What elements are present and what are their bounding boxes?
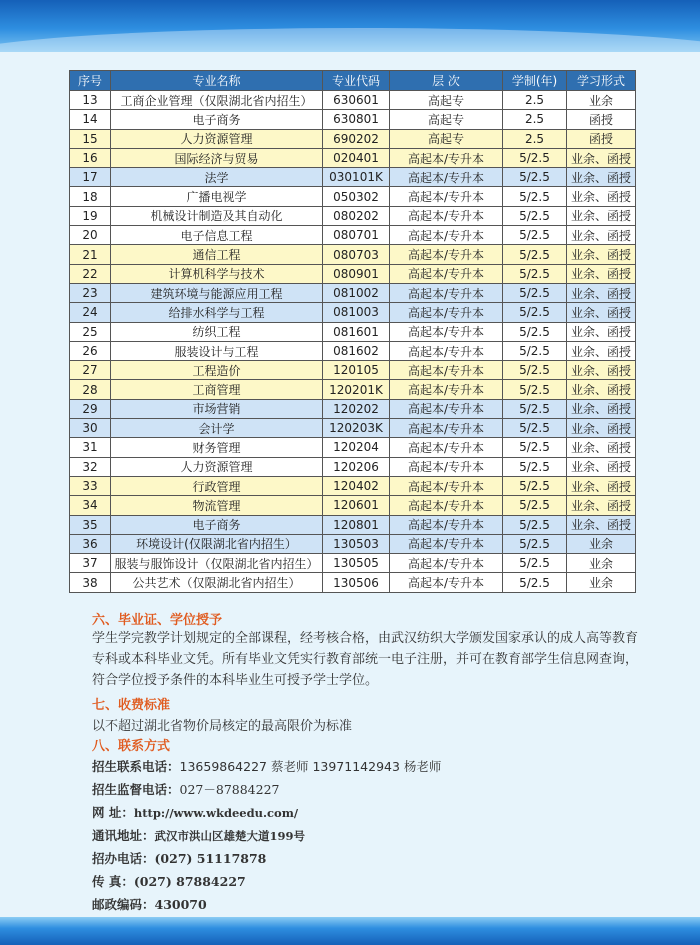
table-header-row	[70, 71, 636, 91]
table-cell-name: 建筑环境与能源应用工程	[111, 283, 323, 302]
table-cell-no: 14	[70, 110, 111, 129]
table-cell-code: 080701	[323, 226, 390, 245]
header-cell: 层 次	[390, 71, 503, 91]
table-cell-years: 2.5	[503, 91, 567, 110]
table-cell-code: 130503	[323, 534, 390, 553]
table-row	[70, 554, 636, 573]
table-cell-name: 法学	[111, 168, 323, 187]
table-cell-mode: 业余、函授	[567, 148, 636, 167]
table-cell-name: 通信工程	[111, 245, 323, 264]
table-cell-years: 5/2.5	[503, 399, 567, 418]
table-cell-level: 高起本/专升本	[390, 264, 503, 283]
table-cell-name: 服装设计与工程	[111, 341, 323, 360]
table-cell-years: 5/2.5	[503, 554, 567, 573]
table-cell-mode: 业余、函授	[567, 399, 636, 418]
table-row	[70, 110, 636, 129]
table-cell-name: 工程造价	[111, 361, 323, 380]
majors-table-container	[69, 70, 635, 593]
table-row	[70, 168, 636, 187]
table-row	[70, 264, 636, 283]
table-cell-code: 120601	[323, 496, 390, 515]
table-cell-years: 2.5	[503, 129, 567, 148]
table-cell-years: 5/2.5	[503, 457, 567, 476]
table-cell-code: 020401	[323, 148, 390, 167]
table-row	[70, 187, 636, 206]
table-cell-years: 5/2.5	[503, 206, 567, 225]
table-cell-mode: 业余、函授	[567, 245, 636, 264]
majors-table	[69, 70, 636, 593]
table-row	[70, 226, 636, 245]
contact-row	[92, 870, 652, 893]
table-cell-mode: 函授	[567, 129, 636, 148]
table-cell-mode: 业余、函授	[567, 168, 636, 187]
contact-label: 网 址：	[92, 805, 134, 820]
table-cell-no: 21	[70, 245, 111, 264]
contact-label: 邮政编码：	[92, 897, 155, 912]
table-cell-name: 公共艺术（仅限湖北省内招生）	[111, 573, 323, 592]
table-cell-mode: 业余、函授	[567, 283, 636, 302]
table-row	[70, 438, 636, 457]
table-cell-years: 5/2.5	[503, 245, 567, 264]
table-row	[70, 129, 636, 148]
table-row	[70, 534, 636, 553]
table-cell-no: 18	[70, 187, 111, 206]
table-cell-code: 120201K	[323, 380, 390, 399]
table-cell-mode: 业余、函授	[567, 264, 636, 283]
table-cell-code: 050302	[323, 187, 390, 206]
table-cell-mode: 业余、函授	[567, 303, 636, 322]
contact-row	[92, 847, 652, 870]
header-cell: 专业名称	[111, 71, 323, 91]
table-cell-mode: 业余、函授	[567, 341, 636, 360]
table-cell-no: 28	[70, 380, 111, 399]
table-cell-mode: 函授	[567, 110, 636, 129]
contact-section	[92, 735, 652, 754]
table-cell-no: 31	[70, 438, 111, 457]
table-cell-mode: 业余、函授	[567, 476, 636, 495]
table-cell-level: 高起本/专升本	[390, 245, 503, 264]
table-cell-no: 38	[70, 573, 111, 592]
table-cell-name: 行政管理	[111, 476, 323, 495]
contact-label: 招生监督电话：	[92, 782, 180, 797]
table-cell-mode: 业余、函授	[567, 515, 636, 534]
table-cell-years: 2.5	[503, 110, 567, 129]
table-cell-mode: 业余、函授	[567, 380, 636, 399]
section-title: 七、收费标准	[92, 698, 171, 713]
table-cell-name: 会计学	[111, 419, 323, 438]
table-row	[70, 457, 636, 476]
table-cell-code: 120202	[323, 399, 390, 418]
table-cell-no: 23	[70, 283, 111, 302]
table-cell-years: 5/2.5	[503, 361, 567, 380]
table-cell-code: 081002	[323, 283, 390, 302]
table-cell-no: 16	[70, 148, 111, 167]
table-cell-level: 高起本/专升本	[390, 361, 503, 380]
section-title: 八、联系方式	[92, 739, 171, 754]
table-cell-level: 高起本/专升本	[390, 419, 503, 438]
table-cell-level: 高起本/专升本	[390, 438, 503, 457]
table-cell-code: 690202	[323, 129, 390, 148]
table-cell-mode: 业余	[567, 554, 636, 573]
table-cell-years: 5/2.5	[503, 341, 567, 360]
contact-label: 通讯地址：	[92, 828, 155, 843]
table-cell-no: 30	[70, 419, 111, 438]
table-cell-years: 5/2.5	[503, 168, 567, 187]
table-cell-years: 5/2.5	[503, 380, 567, 399]
graduation-text: 学生学完教学计划规定的全部课程，经考核合格，由武汉纺织大学颁发国家承认的成人高等教育专科或本科毕业文凭。所有毕业文凭实行教育部统一电子注册，并可在教育部学生信息网查询，符合学位授予条件的本科毕业生可授予学士学位。	[92, 631, 639, 688]
contact-list	[92, 755, 652, 916]
table-cell-no: 24	[70, 303, 111, 322]
table-cell-level: 高起本/专升本	[390, 303, 503, 322]
table-cell-name: 人力资源管理	[111, 129, 323, 148]
table-cell-code: 120203K	[323, 419, 390, 438]
table-cell-name: 工商企业管理（仅限湖北省内招生）	[111, 91, 323, 110]
table-cell-name: 计算机科学与技术	[111, 264, 323, 283]
table-cell-no: 32	[70, 457, 111, 476]
table-cell-mode: 业余、函授	[567, 187, 636, 206]
table-cell-mode: 业余	[567, 573, 636, 592]
table-cell-level: 高起本/专升本	[390, 496, 503, 515]
website-link[interactable]: http://www.wkdeedu.com/	[133, 806, 299, 820]
table-cell-level: 高起本/专升本	[390, 554, 503, 573]
table-cell-name: 财务管理	[111, 438, 323, 457]
table-cell-name: 广播电视学	[111, 187, 323, 206]
table-row	[70, 322, 636, 341]
contact-value: (027) 87884227	[133, 874, 246, 889]
table-cell-no: 25	[70, 322, 111, 341]
table-cell-name: 纺织工程	[111, 322, 323, 341]
table-cell-no: 26	[70, 341, 111, 360]
table-row	[70, 245, 636, 264]
table-cell-years: 5/2.5	[503, 148, 567, 167]
table-cell-name: 机械设计制造及其自动化	[111, 206, 323, 225]
table-cell-code: 030101K	[323, 168, 390, 187]
table-cell-no: 34	[70, 496, 111, 515]
table-cell-level: 高起专	[390, 129, 503, 148]
table-cell-code: 630801	[323, 110, 390, 129]
table-cell-code: 080901	[323, 264, 390, 283]
table-cell-years: 5/2.5	[503, 264, 567, 283]
table-cell-level: 高起本/专升本	[390, 380, 503, 399]
table-cell-level: 高起本/专升本	[390, 476, 503, 495]
table-cell-code: 630601	[323, 91, 390, 110]
table-cell-years: 5/2.5	[503, 226, 567, 245]
contact-value: 武汉市洪山区雄楚大道199号	[154, 829, 306, 843]
table-body	[70, 91, 636, 593]
table-cell-mode: 业余、函授	[567, 496, 636, 515]
table-cell-level: 高起本/专升本	[390, 168, 503, 187]
table-cell-years: 5/2.5	[503, 438, 567, 457]
header-cell: 序号	[70, 71, 111, 91]
table-row	[70, 476, 636, 495]
table-cell-no: 17	[70, 168, 111, 187]
table-cell-mode: 业余、函授	[567, 226, 636, 245]
table-cell-name: 电子商务	[111, 110, 323, 129]
table-cell-name: 环境设计(仅限湖北省内招生）	[111, 534, 323, 553]
table-cell-name: 市场营销	[111, 399, 323, 418]
table-row	[70, 515, 636, 534]
table-cell-name: 给排水科学与工程	[111, 303, 323, 322]
table-cell-level: 高起本/专升本	[390, 534, 503, 553]
contact-row	[92, 755, 652, 778]
table-row	[70, 303, 636, 322]
table-cell-no: 15	[70, 129, 111, 148]
contact-row	[92, 778, 652, 801]
table-cell-level: 高起本/专升本	[390, 573, 503, 592]
table-cell-no: 22	[70, 264, 111, 283]
table-cell-mode: 业余	[567, 91, 636, 110]
table-cell-mode: 业余、函授	[567, 419, 636, 438]
table-row	[70, 91, 636, 110]
table-cell-years: 5/2.5	[503, 283, 567, 302]
table-cell-name: 电子信息工程	[111, 226, 323, 245]
table-cell-name: 工商管理	[111, 380, 323, 399]
table-row	[70, 419, 636, 438]
contact-value: 430070	[154, 897, 207, 912]
table-cell-years: 5/2.5	[503, 534, 567, 553]
table-cell-name: 国际经济与贸易	[111, 148, 323, 167]
table-row	[70, 496, 636, 515]
table-cell-no: 37	[70, 554, 111, 573]
contact-value: 13659864227 蔡老师 13971142943 杨老师	[179, 759, 442, 774]
table-cell-mode: 业余、函授	[567, 322, 636, 341]
table-cell-level: 高起本/专升本	[390, 226, 503, 245]
table-cell-code: 080202	[323, 206, 390, 225]
table-cell-level: 高起本/专升本	[390, 283, 503, 302]
table-cell-no: 35	[70, 515, 111, 534]
table-cell-name: 服装与服饰设计（仅限湖北省内招生）	[111, 554, 323, 573]
table-row	[70, 206, 636, 225]
table-cell-years: 5/2.5	[503, 322, 567, 341]
table-cell-code: 080703	[323, 245, 390, 264]
table-row	[70, 380, 636, 399]
table-cell-code: 081602	[323, 341, 390, 360]
table-cell-no: 36	[70, 534, 111, 553]
table-cell-years: 5/2.5	[503, 187, 567, 206]
table-cell-mode: 业余、函授	[567, 438, 636, 457]
table-row	[70, 148, 636, 167]
table-cell-code: 130506	[323, 573, 390, 592]
table-cell-level: 高起专	[390, 91, 503, 110]
header-cell: 专业代码	[323, 71, 390, 91]
table-row	[70, 283, 636, 302]
table-cell-code: 081601	[323, 322, 390, 341]
contact-label: 传 真：	[92, 874, 134, 889]
table-cell-no: 13	[70, 91, 111, 110]
contact-label: 招生联系电话：	[92, 759, 180, 774]
table-cell-no: 27	[70, 361, 111, 380]
contact-row	[92, 824, 652, 847]
table-cell-years: 5/2.5	[503, 419, 567, 438]
table-cell-no: 29	[70, 399, 111, 418]
table-cell-no: 20	[70, 226, 111, 245]
contact-value: (027) 51117878	[154, 851, 267, 866]
table-cell-years: 5/2.5	[503, 573, 567, 592]
table-cell-level: 高起本/专升本	[390, 148, 503, 167]
fee-text: 以不超过湖北省物价局核定的最高限价为标准	[92, 719, 353, 734]
table-cell-level: 高起本/专升本	[390, 341, 503, 360]
table-cell-code: 120105	[323, 361, 390, 380]
graduation-section	[92, 609, 652, 628]
table-cell-years: 5/2.5	[503, 476, 567, 495]
table-cell-code: 130505	[323, 554, 390, 573]
table-row	[70, 341, 636, 360]
table-cell-code: 120801	[323, 515, 390, 534]
table-cell-years: 5/2.5	[503, 303, 567, 322]
table-cell-name: 人力资源管理	[111, 457, 323, 476]
section-title: 六、毕业证、学位授予	[92, 613, 223, 628]
table-row	[70, 573, 636, 592]
table-cell-mode: 业余、函授	[567, 206, 636, 225]
table-cell-no: 33	[70, 476, 111, 495]
table-cell-code: 120204	[323, 438, 390, 457]
header-cell: 学制(年)	[503, 71, 567, 91]
table-cell-level: 高起本/专升本	[390, 187, 503, 206]
table-cell-years: 5/2.5	[503, 515, 567, 534]
table-cell-level: 高起本/专升本	[390, 206, 503, 225]
table-cell-mode: 业余、函授	[567, 457, 636, 476]
table-cell-level: 高起本/专升本	[390, 322, 503, 341]
table-cell-code: 120206	[323, 457, 390, 476]
table-cell-mode: 业余	[567, 534, 636, 553]
table-cell-level: 高起专	[390, 110, 503, 129]
table-row	[70, 361, 636, 380]
fee-section	[92, 694, 652, 737]
contact-label: 招办电话：	[92, 851, 155, 866]
table-cell-level: 高起本/专升本	[390, 457, 503, 476]
table-cell-code: 120402	[323, 476, 390, 495]
table-cell-name: 电子商务	[111, 515, 323, 534]
table-cell-code: 081003	[323, 303, 390, 322]
table-cell-mode: 业余、函授	[567, 361, 636, 380]
contact-value: 027－87884227	[179, 782, 280, 797]
bottom-decorative-band	[0, 917, 700, 945]
contact-row	[92, 801, 652, 824]
top-decorative-band	[0, 0, 700, 52]
table-row	[70, 399, 636, 418]
table-cell-level: 高起本/专升本	[390, 399, 503, 418]
table-cell-no: 19	[70, 206, 111, 225]
table-cell-level: 高起本/专升本	[390, 515, 503, 534]
contact-row	[92, 893, 652, 916]
table-cell-name: 物流管理	[111, 496, 323, 515]
header-cell: 学习形式	[567, 71, 636, 91]
table-cell-years: 5/2.5	[503, 496, 567, 515]
